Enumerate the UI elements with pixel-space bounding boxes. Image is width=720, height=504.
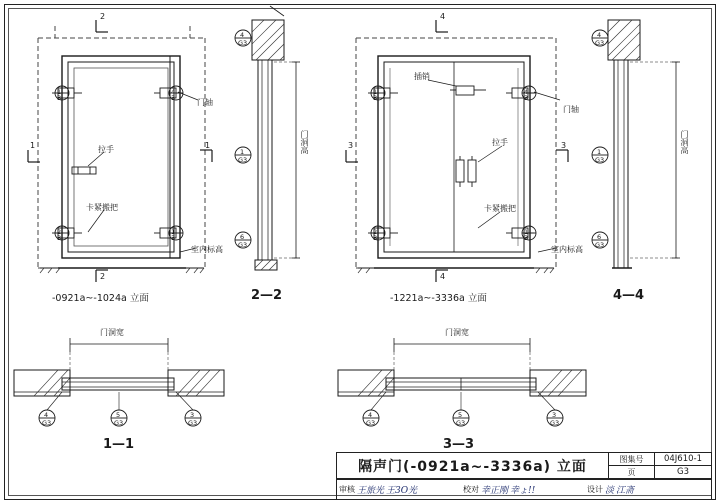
bubble-1-g3-a-den: 3	[57, 94, 62, 102]
bubble-44-b: 1	[597, 148, 602, 156]
bubble-22-b-den: G3	[238, 156, 248, 164]
bubble-33-b: 5	[458, 411, 463, 419]
signature-reviewer-name: 王旅光	[357, 485, 385, 496]
section-mark-3-left: 3	[348, 141, 354, 150]
annotation-door-axis-right: 门轴	[563, 105, 579, 114]
annotation-indoor-level-left: 室内标高	[191, 245, 223, 254]
bubble-11-a: 4	[44, 411, 49, 419]
caption-elev-right: -1221a~-3336a 立面	[390, 293, 487, 304]
annotation-handle-left: 拉手	[98, 145, 114, 154]
annotation-door-height-4-4: 门洞高	[680, 130, 689, 154]
bubble-2-g3-a: 2	[57, 228, 62, 236]
caption-section-4-4: 4—4	[613, 288, 645, 303]
bubble-3-g3-a: 4	[171, 88, 176, 96]
caption-section-2-2: 2—2	[251, 288, 283, 303]
annotation-latch-left: 卡紧搬把	[86, 203, 118, 212]
section-mark-1-right: 1	[205, 141, 211, 150]
bubble-44-c: 6	[597, 233, 602, 241]
section-mark-4-bottom: 4	[440, 272, 446, 281]
signature-reviewer-sign: 王3O光	[386, 485, 418, 496]
bubble-22-a: 4	[240, 31, 245, 39]
section-mark-4-top: 4	[440, 12, 446, 21]
annotation-indoor-level-right: 室内标高	[551, 245, 583, 254]
section-mark-1-left: 1	[30, 141, 36, 150]
signature-designer-sign: 江斋	[616, 485, 635, 496]
bubble-33-a-den: G3	[366, 419, 376, 427]
bubble-11-b-den: G3	[114, 419, 124, 427]
annotation-door-width-1-1: 门洞宽	[100, 328, 124, 337]
bubble-44-a: 4	[597, 31, 602, 39]
signature-designer	[585, 479, 711, 499]
bubble-r1: 1	[373, 88, 378, 96]
signature-checker	[461, 479, 585, 499]
annotation-door-axis-left: 门轴	[197, 98, 213, 107]
signature-checker-role: 校对	[463, 484, 479, 494]
bubble-r4: 1	[524, 228, 529, 236]
signature-checker-sign: 幸ょ!!	[510, 485, 536, 496]
bubble-33-c: 3	[552, 411, 557, 419]
bubble-11-c-den: G3	[188, 419, 198, 427]
bubble-44-c-den: G3	[595, 241, 605, 249]
annotation-door-width-3-3: 门洞宽	[445, 328, 469, 337]
atlas-number-label: 图集号	[609, 453, 655, 466]
bubble-4-g3-a-den: 3	[171, 234, 176, 242]
signature-row	[337, 479, 711, 499]
page-value: G3	[655, 466, 711, 479]
bubble-3-g3-a-den: 3	[171, 94, 176, 102]
bubble-22-c: 6	[240, 233, 245, 241]
bubble-22-c-den: G3	[238, 241, 248, 249]
annotation-handle-right: 拉手	[492, 138, 508, 147]
section-mark-2-top: 2	[100, 12, 106, 21]
title-block-title: 隔声门(-0921a~-3336a) 立面	[337, 453, 609, 479]
bubble-22-a-den: G3	[238, 39, 248, 47]
bubble-4-g3-a: 1	[171, 228, 176, 236]
atlas-number-value: 04J610-1	[655, 453, 711, 466]
bubble-r2: 2	[373, 228, 378, 236]
bubble-22-b: 1	[240, 148, 245, 156]
section-mark-3-right: 3	[561, 141, 567, 150]
annotation-bolt: 插销	[414, 72, 430, 81]
annotation-door-height-2-2: 门洞高	[300, 130, 309, 154]
bubble-11-c: 3	[190, 411, 195, 419]
annotation-latch-right: 卡紧搬把	[484, 204, 516, 213]
bubble-r4-den: 3	[524, 234, 529, 242]
bubble-11-a-den: G3	[42, 419, 52, 427]
bubble-11-b: 5	[116, 411, 121, 419]
signature-checker-name: 幸正刚	[481, 485, 509, 496]
signature-designer-name: 淡	[605, 485, 615, 496]
bubble-r3-den: 3	[524, 94, 529, 102]
caption-plan-1-1: 1—1	[103, 437, 135, 452]
bubble-33-b-den: G3	[456, 419, 466, 427]
bubble-1-g3-a: 1	[57, 88, 62, 96]
bubble-2-g3-a-den: 3	[57, 234, 62, 242]
bubble-r2-den: 3	[373, 234, 378, 242]
signature-designer-role: 设计	[587, 484, 603, 494]
bubble-r3: 4	[524, 88, 529, 96]
bubble-33-a: 4	[368, 411, 373, 419]
page-label: 页	[609, 466, 655, 479]
signature-reviewer	[337, 479, 461, 499]
bubble-44-b-den: G3	[595, 156, 605, 164]
caption-elev-left: -0921a~-1024a 立面	[52, 293, 149, 304]
bubble-r1-den: 3	[373, 94, 378, 102]
bubble-33-c-den: G3	[550, 419, 560, 427]
signature-reviewer-role: 审核	[339, 484, 355, 494]
section-mark-2-bottom: 2	[100, 272, 106, 281]
caption-plan-3-3: 3—3	[443, 437, 475, 452]
bubble-44-a-den: G3	[595, 39, 605, 47]
